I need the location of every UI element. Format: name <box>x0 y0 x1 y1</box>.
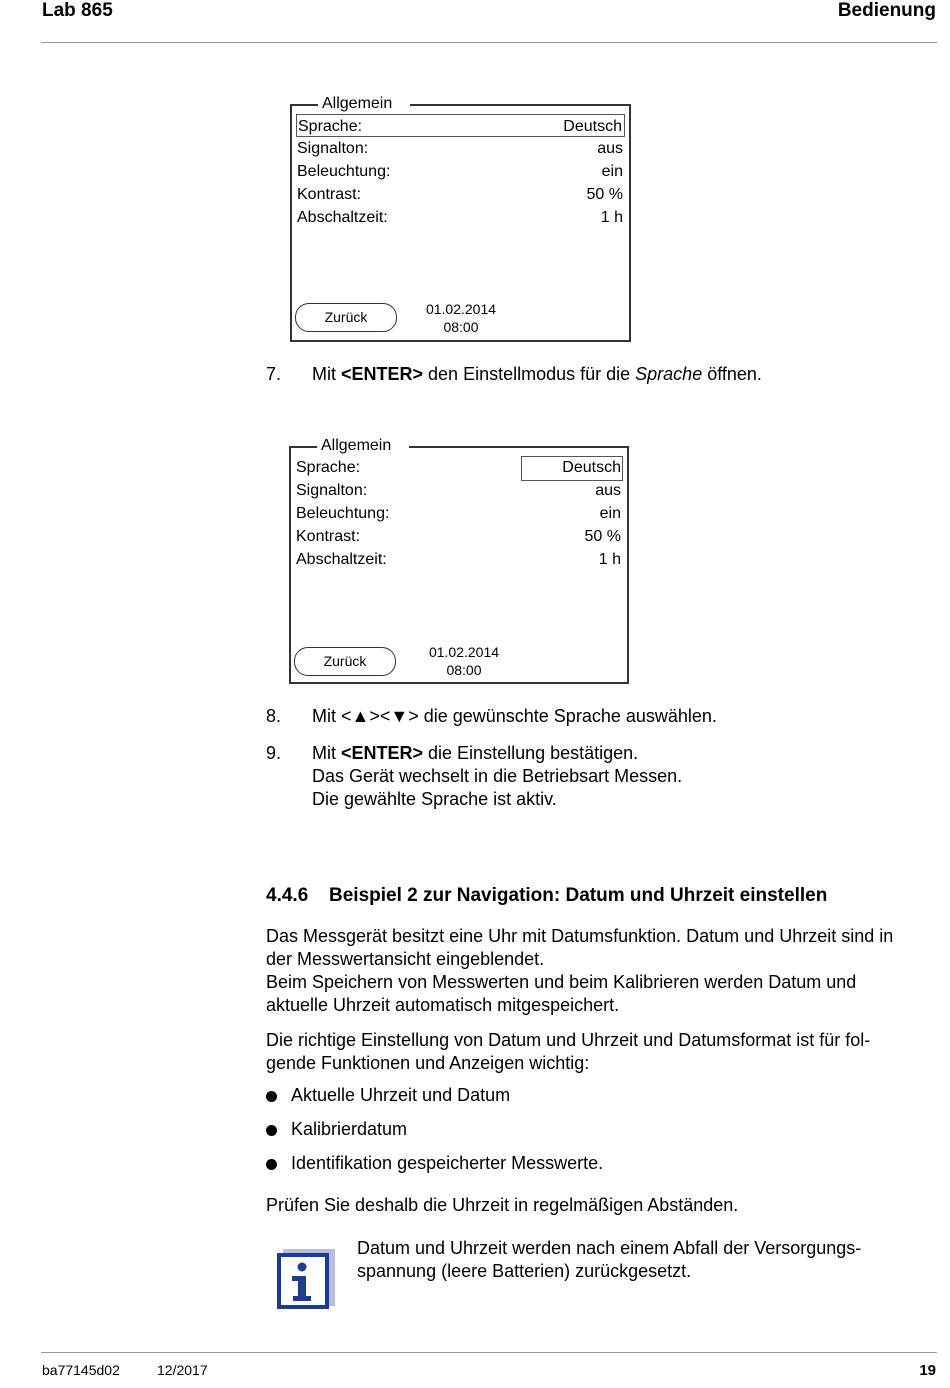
menu-row-sprache[interactable] <box>295 456 623 479</box>
menu-row-beleuchtung[interactable] <box>295 502 623 525</box>
text-line: Datum und Uhrzeit werden nach einem Abfall der Versorgungs- <box>357 1238 862 1258</box>
section-number: 4.4.6 <box>266 885 309 906</box>
header-rule <box>41 42 937 43</box>
text-part: Mit <box>312 743 341 763</box>
text-part: > die gewünschte Sprache auswählen. <box>408 706 717 726</box>
screen-time: 08:00 <box>446 662 482 678</box>
paragraph-2 <box>266 1029 936 1075</box>
header-left: Lab 865 <box>42 0 113 21</box>
bullet-icon <box>266 1091 277 1102</box>
menu-row-abschaltzeit[interactable] <box>295 548 623 571</box>
step-number: 9. <box>266 743 282 763</box>
row-label: Kontrast: <box>296 528 361 545</box>
key-enter: <ENTER> <box>341 364 424 384</box>
paragraph-3: Prüfen Sie deshalb die Uhrzeit in regelmäßigen Abständen. <box>266 1195 739 1215</box>
step-text-line3: Die gewählte Sprache ist aktiv. <box>312 789 557 809</box>
row-label: Signalton: <box>296 482 368 499</box>
menu-row-kontrast[interactable] <box>296 183 625 206</box>
text-line: aktuelle Uhrzeit automatisch mitgespeichert. <box>266 995 620 1015</box>
step-text <box>312 742 638 765</box>
row-label: Beleuchtung: <box>296 505 390 522</box>
menu-row-abschaltzeit[interactable] <box>296 206 625 229</box>
row-value: aus <box>597 140 623 157</box>
menu-row-signalton[interactable] <box>296 137 625 160</box>
row-value: 50 % <box>586 186 623 203</box>
row-value: 50 % <box>584 528 621 545</box>
row-value: 1 h <box>598 551 621 568</box>
bullet-icon <box>266 1125 277 1136</box>
row-label: Beleuchtung: <box>297 163 391 180</box>
back-button[interactable]: Zurück <box>294 647 396 676</box>
info-icon <box>277 1249 335 1309</box>
step-text-line2: Das Gerät wechselt in die Betriebsart Messen. <box>312 766 683 786</box>
list-item-text: Aktuelle Uhrzeit und Datum <box>291 1085 511 1105</box>
screen-time: 08:00 <box>443 319 479 335</box>
menu-row-beleuchtung[interactable] <box>296 160 625 183</box>
footer-doc-id: ba77145d02 <box>42 1362 120 1378</box>
step-text <box>312 705 717 728</box>
text-line: Die richtige Einstellung von Datum und Uhrzeit und Datumsformat ist für fol- <box>266 1030 871 1050</box>
row-label: Sprache: <box>296 459 361 476</box>
row-value: ein <box>599 505 621 522</box>
row-label: Sprache: <box>298 118 363 135</box>
list-item-text: Identifikation gespeicherter Messwerte. <box>291 1153 604 1173</box>
text-line: Beim Speichern von Messwerten und beim Kalibrieren werden Datum und <box>266 972 857 992</box>
text-italic: Sprache <box>635 364 703 384</box>
row-label: Abschaltzeit: <box>296 551 387 568</box>
footer-date: 12/2017 <box>157 1362 208 1378</box>
text-part: die Einstellung bestätigen. <box>423 743 639 763</box>
device-screen-2 <box>289 437 629 684</box>
text-line: Das Messgerät besitzt eine Uhr mit Datumsfunktion. Datum und Uhrzeit sind in <box>266 926 894 946</box>
menu-row-kontrast[interactable] <box>295 525 623 548</box>
step-number: 8. <box>266 706 282 726</box>
bullet-icon <box>266 1159 277 1170</box>
page-number: 19 <box>919 1362 936 1379</box>
paragraph-1 <box>266 925 936 1017</box>
row-value: Deutsch <box>563 118 622 135</box>
screen-date: 01.02.2014 <box>428 644 500 660</box>
text-line: gende Funktionen und Anzeigen wichtig: <box>266 1053 590 1073</box>
header-right: Bedienung <box>837 0 936 21</box>
arrow-down-icon: ▼ <box>390 706 409 726</box>
row-value: aus <box>595 482 621 499</box>
menu-row-signalton[interactable] <box>295 479 623 502</box>
device-screen-1 <box>290 95 631 342</box>
text-line: spannung (leere Batterien) zurückgesetzt. <box>357 1261 692 1281</box>
info-note <box>357 1237 917 1283</box>
text-part: Mit <box>312 364 341 384</box>
text-part: >< <box>369 706 391 726</box>
screen-date: 01.02.2014 <box>425 301 497 317</box>
screen-title: Allgemein <box>317 436 409 456</box>
row-value: ein <box>601 163 623 180</box>
footer-rule <box>41 1352 937 1353</box>
back-button[interactable]: Zurück <box>295 303 397 332</box>
arrow-up-icon: ▲ <box>351 706 370 726</box>
text-line: der Messwertansicht eingeblendet. <box>266 949 545 969</box>
row-value[interactable]: Deutsch <box>562 459 621 476</box>
row-label: Abschaltzeit: <box>297 209 388 226</box>
section-heading <box>266 885 827 907</box>
step-text <box>312 363 762 386</box>
key-enter: <ENTER> <box>341 743 424 763</box>
row-label: Kontrast: <box>297 186 362 203</box>
list-item-text: Kalibrierdatum <box>291 1119 408 1139</box>
screen-title: Allgemein <box>318 94 410 114</box>
row-label: Signalton: <box>297 140 369 157</box>
step-number: 7. <box>266 364 282 384</box>
text-part: Mit < <box>312 706 352 726</box>
section-title: Beispiel 2 zur Navigation: Datum und Uhrzeit einstellen <box>329 885 828 906</box>
text-part: öffnen. <box>702 364 762 384</box>
text-part: den Einstellmodus für die <box>423 364 636 384</box>
menu-row-sprache[interactable] <box>296 114 625 137</box>
row-value: 1 h <box>600 209 623 226</box>
